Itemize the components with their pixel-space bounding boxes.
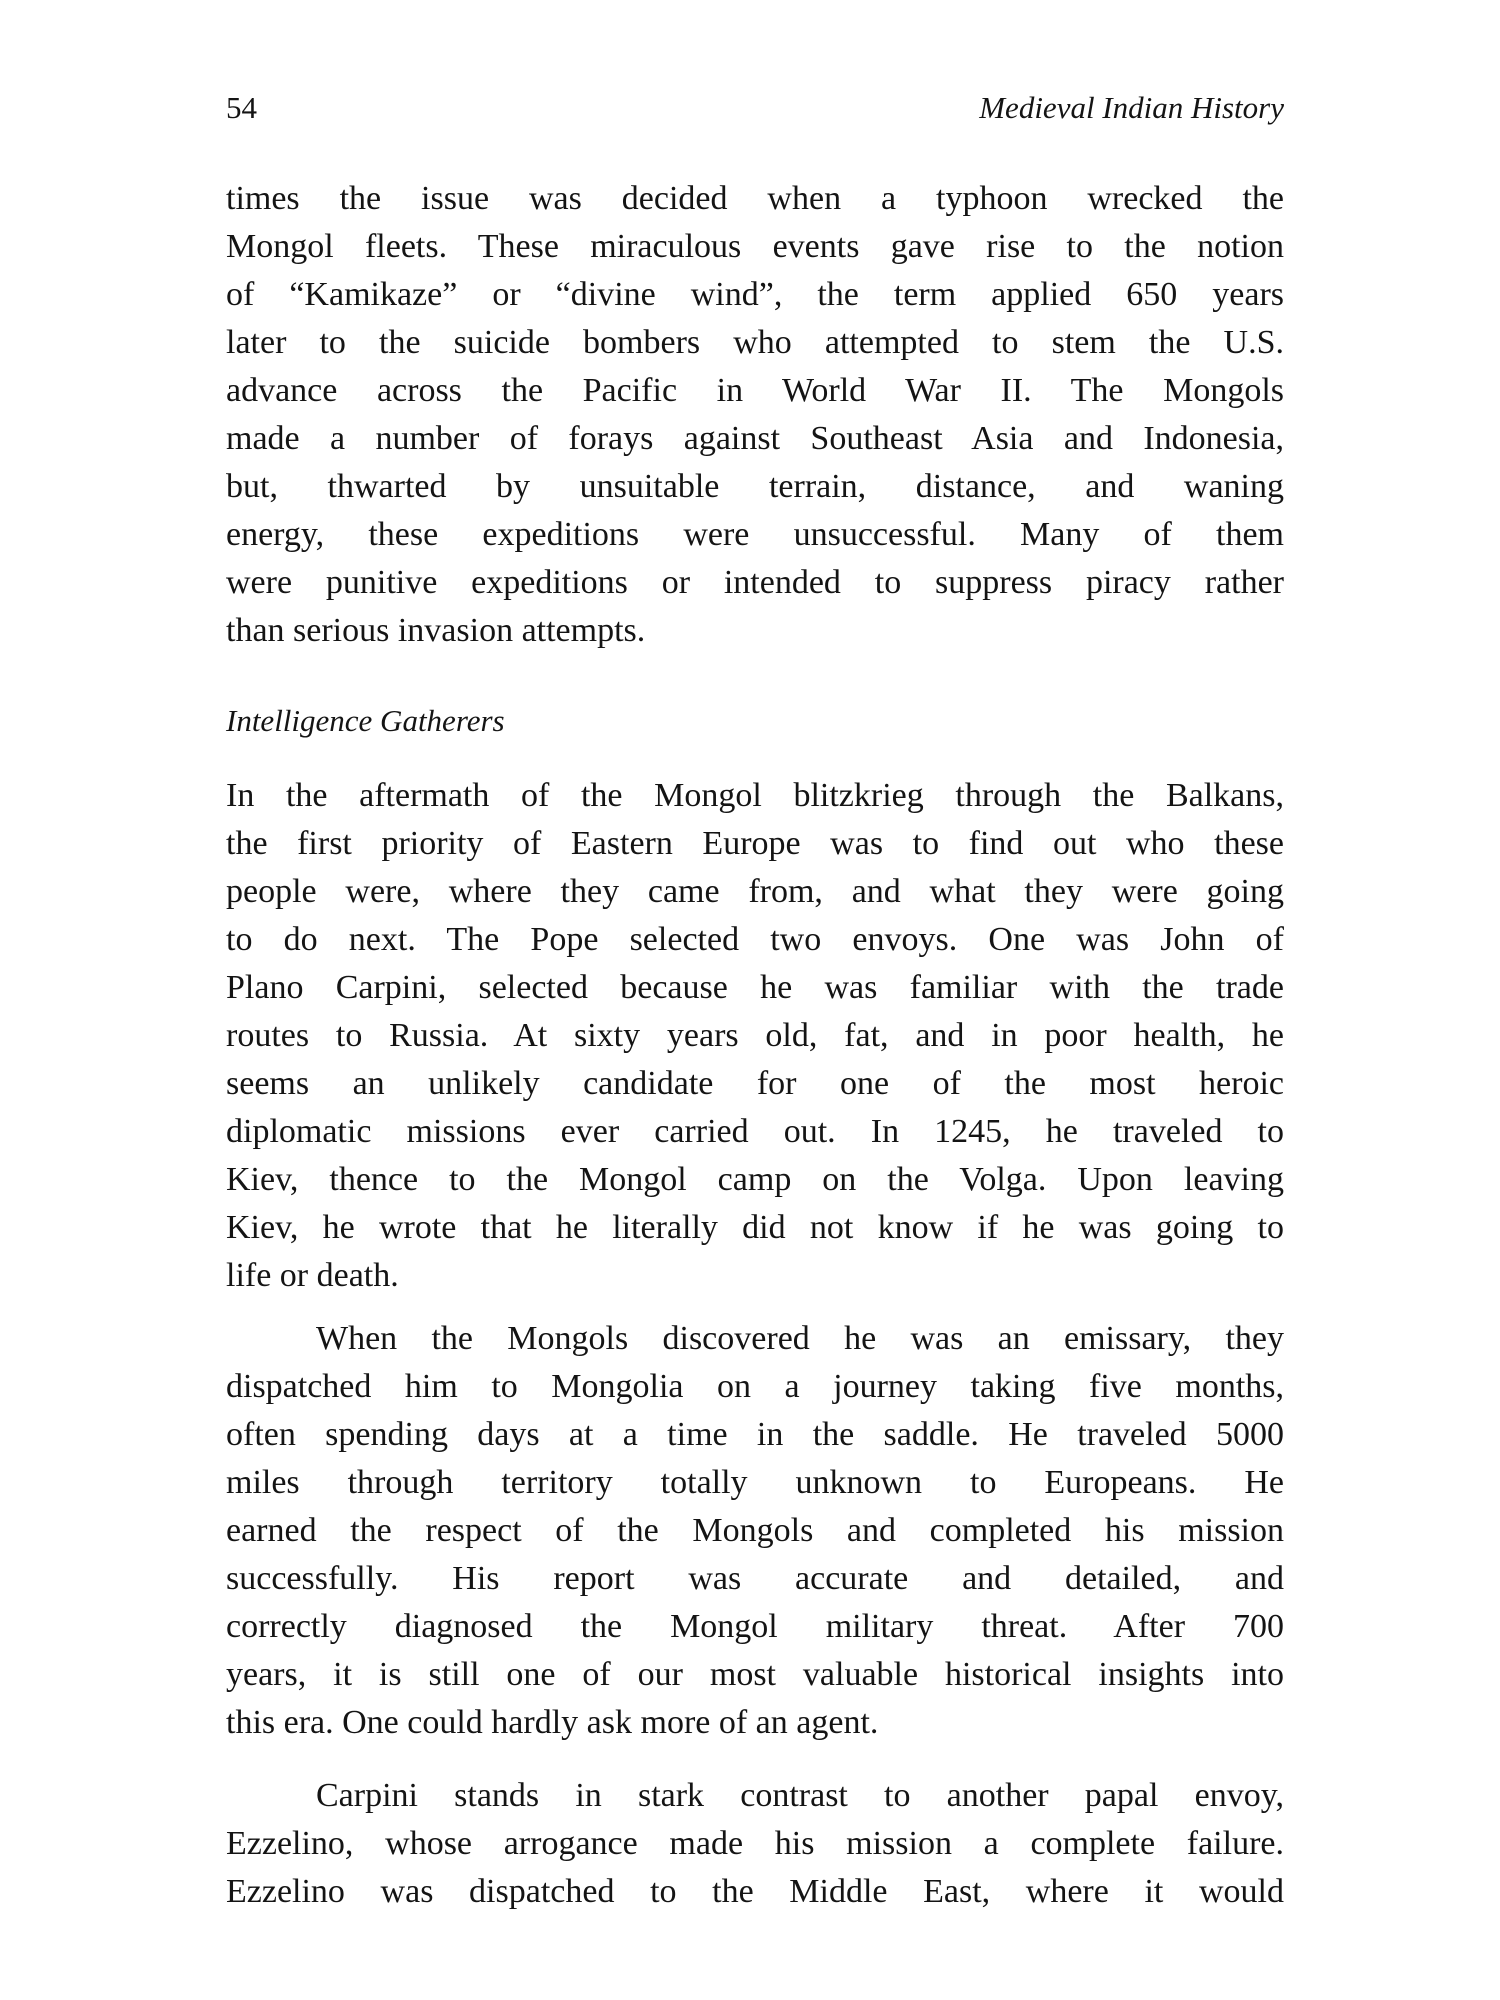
text-line: the first priority of Eastern Europe was to find out who these <box>226 825 1284 862</box>
text-line: Carpini stands in stark contrast to another papal envoy, <box>316 1777 1284 1814</box>
text-line: miles through territory totally unknown to Europeans. He <box>226 1464 1284 1501</box>
paragraph-ezzelino <box>226 1772 1284 1916</box>
text-line: this era. One could hardly ask more of an agent. <box>226 1704 879 1741</box>
text-line: to do next. The Pope selected two envoys. One was John of <box>226 921 1284 958</box>
text-line: were punitive expeditions or intended to suppress piracy rather <box>226 564 1284 601</box>
text-line: earned the respect of the Mongols and completed his mission <box>226 1512 1284 1549</box>
text-line: years, it is still one of our most valuable historical insights into <box>226 1656 1284 1693</box>
text-line: Ezzelino, whose arrogance made his mission a complete failure. <box>226 1825 1284 1862</box>
text-line: When the Mongols discovered he was an emissary, they <box>316 1320 1284 1357</box>
text-line: life or death. <box>226 1257 399 1294</box>
section-heading: Intelligence Gatherers <box>226 703 505 738</box>
paragraph-typhoon <box>226 175 1284 655</box>
book-title: Medieval Indian History <box>979 90 1284 125</box>
page-number: 54 <box>226 90 257 125</box>
paragraph-mongolia-journey <box>226 1315 1284 1747</box>
text-line: Ezzelino was dispatched to the Middle East, where it would <box>226 1873 1284 1910</box>
text-line: often spending days at a time in the saddle. He traveled 5000 <box>226 1416 1284 1453</box>
text-line: but, thwarted by unsuitable terrain, distance, and waning <box>226 468 1284 505</box>
running-head <box>226 88 1284 138</box>
text-line: times the issue was decided when a typhoon wrecked the <box>226 180 1284 217</box>
text-line: seems an unlikely candidate for one of the most heroic <box>226 1065 1284 1102</box>
text-line: Kiev, he wrote that he literally did not know if he was going to <box>226 1209 1284 1246</box>
paragraph-envoys <box>226 772 1284 1300</box>
text-line: later to the suicide bombers who attempted to stem the U.S. <box>226 324 1284 361</box>
text-line: correctly diagnosed the Mongol military threat. After 700 <box>226 1608 1284 1645</box>
text-line: people were, where they came from, and what they were going <box>226 873 1284 910</box>
text-line: In the aftermath of the Mongol blitzkrieg through the Balkans, <box>226 777 1284 814</box>
text-line: Mongol fleets. These miraculous events gave rise to the notion <box>226 228 1284 265</box>
text-line: diplomatic missions ever carried out. In 1245, he traveled to <box>226 1113 1284 1150</box>
text-line: dispatched him to Mongolia on a journey taking five months, <box>226 1368 1284 1405</box>
text-line: advance across the Pacific in World War II. The Mongols <box>226 372 1284 409</box>
text-line: Plano Carpini, selected because he was familiar with the trade <box>226 969 1284 1006</box>
text-line: than serious invasion attempts. <box>226 612 646 649</box>
text-line: Kiev, thence to the Mongol camp on the Volga. Upon leaving <box>226 1161 1284 1198</box>
text-line: energy, these expeditions were unsuccessful. Many of them <box>226 516 1284 553</box>
text-line: routes to Russia. At sixty years old, fat, and in poor health, he <box>226 1017 1284 1054</box>
text-line: made a number of forays against Southeast Asia and Indonesia, <box>226 420 1284 457</box>
text-line: of “Kamikaze” or “divine wind”, the term applied 650 years <box>226 276 1284 313</box>
text-line: successfully. His report was accurate and detailed, and <box>226 1560 1284 1597</box>
